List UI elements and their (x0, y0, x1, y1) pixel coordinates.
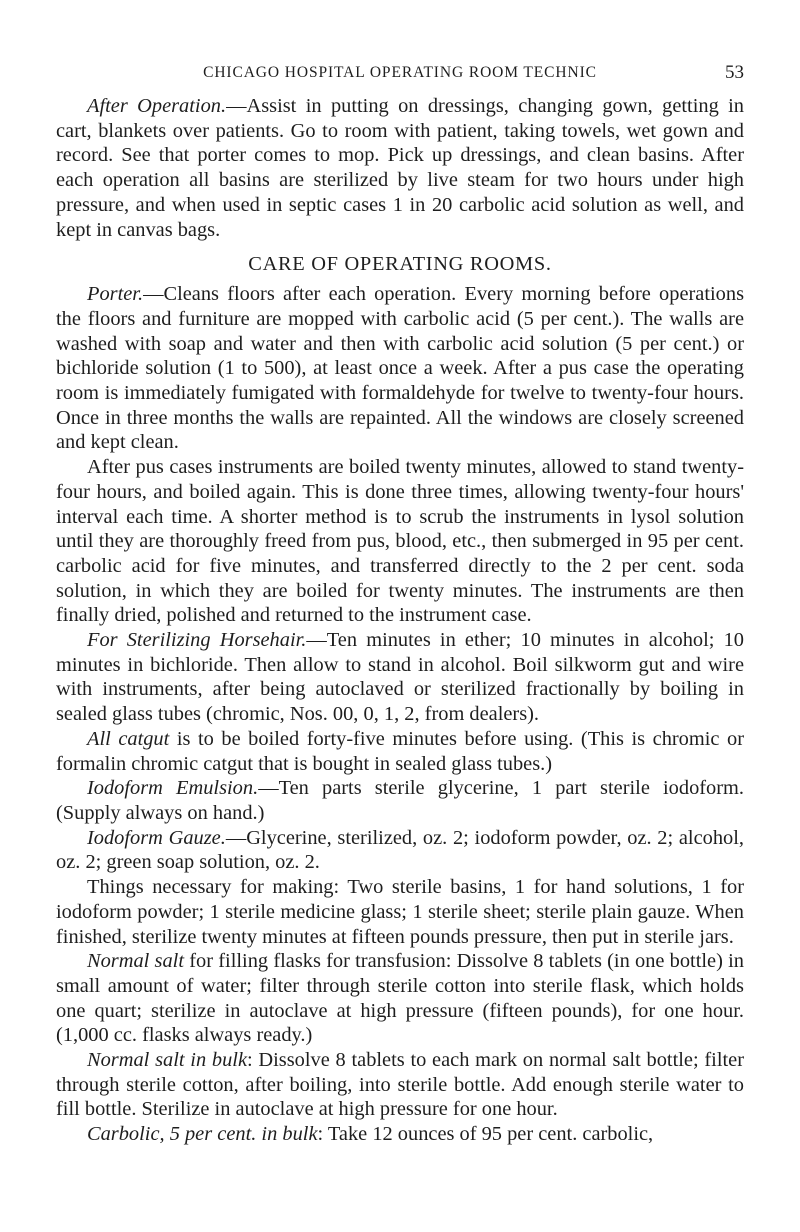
running-head (56, 62, 744, 84)
paragraph-lead: Porter. (87, 283, 144, 306)
paragraph-horsehair (56, 628, 744, 727)
paragraph-lead: Normal salt in bulk (87, 1049, 247, 1072)
paragraph-after-operation (56, 94, 744, 242)
paragraph-lead: For Sterilizing Horsehair. (87, 629, 307, 652)
paragraph-text: : Take 12 ounces of 95 per cent. carbolic, (317, 1123, 654, 1146)
paragraph-text: —Cleans floors after each operation. Every morning before operations the floors and furniture are mopped with carbolic acid (5 per cent.). The walls are washed with soap and water and then with carbolic acid solution (5 per cent.) or bichloride solution (1 to 500), at least once a week. After a pus case the operating room is immediately fumigated with formaldehyde for twelve to twenty-four hours. Once in three months the walls are repainted. All the windows are closely screened and kept clean. (56, 283, 744, 454)
paragraph-normal-salt (56, 949, 744, 1048)
paragraph-lead: All catgut (87, 727, 170, 750)
paragraph-lead: Iodoform Emulsion. (87, 777, 259, 800)
paragraph-catgut (56, 727, 744, 776)
paragraph-normal-salt-bulk (56, 1048, 744, 1122)
paragraph-things-necessary (56, 875, 744, 949)
paragraph-text: After pus cases instruments are boiled twenty minutes, allowed to stand twenty-four hours, and boiled again. This is done three times, allowing twenty-four hours' interval each time. A shorter method is to scrub the instruments in lysol solution until they are thoroughly freed from pus, blood, etc., then submerged in 95 per cent. carbolic acid for five minutes, and transferred directly to the 2 per cent. soda solution, in which they are boiled for twenty minutes. The instruments are then finally dried, polished and returned to the instrument case. (56, 456, 744, 627)
paragraph-lead: After Operation. (87, 95, 227, 117)
paragraph-text: —Glycerine, sterilized, oz. 2; iodoform powder, oz. 2; alcohol, oz. 2; green soap solution, oz. 2. (56, 826, 744, 874)
book-page (56, 62, 744, 1147)
paragraph-text: : Dissolve 8 tablets to each mark on normal salt bottle; filter through sterile cotton, after boiling, into sterile bottle. Add enough sterile water to fill bottle. Sterilize in autoclave at high pressure for one hour. (56, 1049, 744, 1121)
paragraph-pus-cases (56, 455, 744, 628)
paragraph-iodoform-gauze (56, 826, 744, 875)
paragraph-iodoform-emulsion (56, 776, 744, 825)
running-title: CHICAGO HOSPITAL OPERATING ROOM TECHNIC (203, 64, 597, 81)
paragraph-text: —Ten parts sterile glycerine, 1 part sterile iodoform. (Supply always on hand.) (56, 777, 744, 824)
page-number: 53 (725, 62, 744, 83)
paragraph-carbolic (56, 1122, 744, 1147)
paragraph-text: for filling flasks for transfusion: Dissolve 8 tablets (in one bottle) in small amount of water; filter through sterile cotton into sterile flask, which holds one quart; sterilize in autoclave at high pressure (fifteen pounds), for one hour. (1,000 cc. flasks always ready.) (56, 950, 744, 1047)
paragraph-porter (56, 282, 744, 455)
paragraph-text: —Ten minutes in ether; 10 minutes in alcohol; 10 minutes in bichloride. Then allow to stand in alcohol. Boil silkworm gut and wire with instruments, after being autoclaved or sterilized fractionally by boiling in sealed glass tubes (chromic, Nos. 00, 0, 1, 2, from dealers). (56, 629, 744, 726)
paragraph-lead: Normal salt (87, 950, 185, 973)
section-heading: CARE OF OPERATING ROOMS. (248, 253, 552, 276)
paragraph-lead: Carbolic, 5 per cent. in bulk (87, 1123, 318, 1146)
paragraph-text: —Assist in putting on dressings, changing gown, getting in cart, blankets over patients. Go to room with patient, taking towels, wet gown and record. See that porter comes to mop. Pick up dressings, and clean basins. After each operation all basins are sterilized by live steam for two hours under high pressure, and when used in septic cases 1 in 20 carbolic acid solution as well, and kept in canvas bags. (56, 95, 745, 241)
paragraph-text: is to be boiled forty-five minutes before using. (This is chromic or formalin chromic catgut that is bought in sealed glass tubes.) (56, 727, 744, 775)
paragraph-text: Things necessary for making: Two sterile basins, 1 for hand solutions, 1 for iodoform powder; 1 sterile medicine glass; 1 sterile sheet; sterile plain gauze. When finished, sterilize twenty minutes at fifteen pounds pressure, then put in sterile jars. (56, 876, 744, 948)
paragraph-lead: Iodoform Gauze. (87, 826, 226, 849)
